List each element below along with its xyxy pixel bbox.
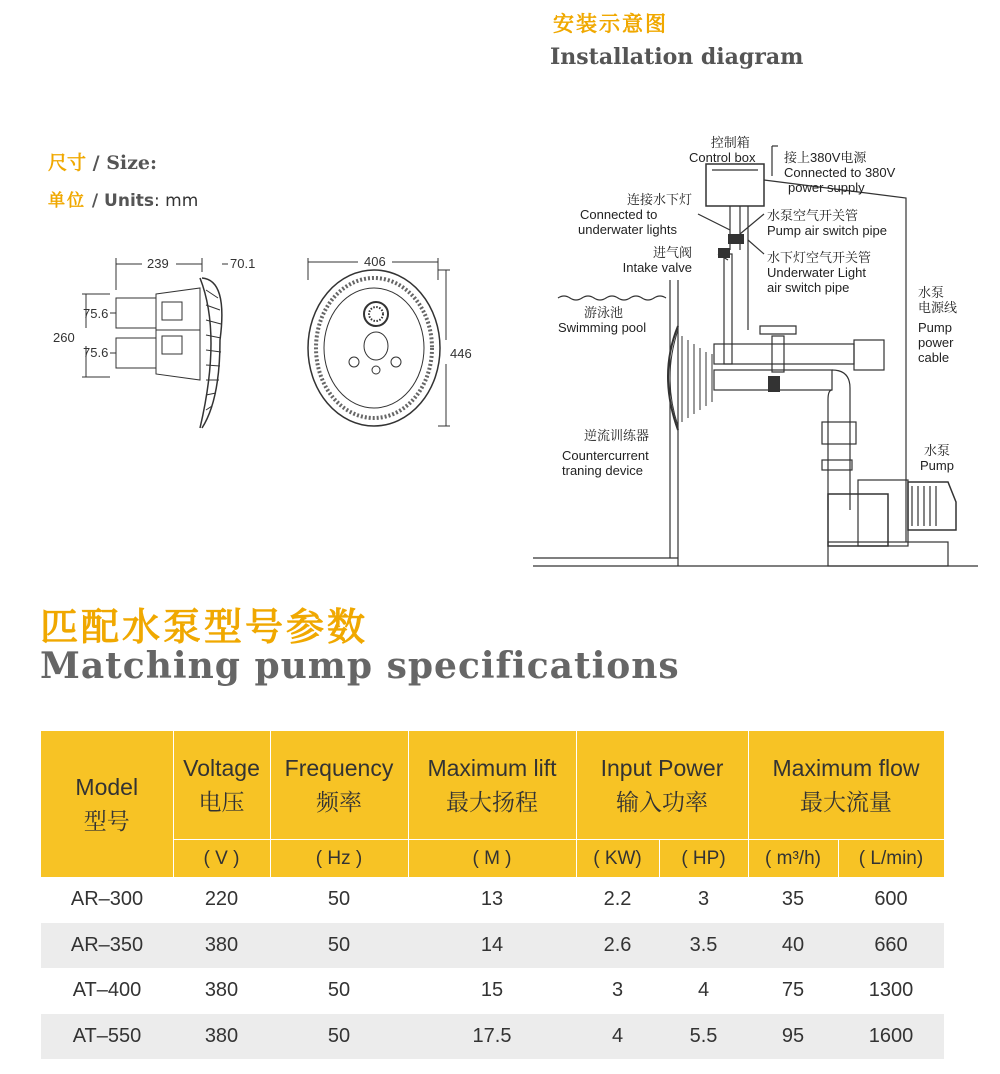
header-voltage [173, 731, 270, 840]
units-label-cn: 单位 [48, 191, 86, 211]
header-input-power [576, 731, 748, 840]
header-model-cn: 型号 [83, 808, 130, 834]
cell-voltage: 380 [204, 979, 239, 1002]
units-line: 单位 / Units: mm [48, 191, 199, 211]
cell-kw: 4 [576, 1014, 659, 1060]
cell-hp: 4 [697, 979, 710, 1002]
cell-max-lift: 14 [408, 923, 576, 969]
unit-m3h: ( m³/h) [748, 840, 838, 878]
header-max-flow-cn: 最大流量 [800, 789, 892, 815]
header-model [41, 731, 173, 877]
label-underwater-lights-cn: 连接水下灯 [626, 192, 692, 207]
label-pump-cable-en1: Pump [918, 320, 952, 335]
units-value: : mm [154, 191, 199, 211]
side-view-drawing [50, 250, 260, 435]
label-pump [920, 443, 954, 473]
size-heading-cn: 尺寸 [48, 152, 87, 174]
cell-model: AR–350 [41, 923, 173, 969]
header-max-lift-cn: 最大扬程 [446, 789, 538, 815]
cell-frequency: 50 [270, 923, 408, 969]
label-power-supply-en1: Connected to 380V [784, 165, 896, 180]
cell-voltage: 380 [173, 923, 270, 969]
unit-hz: ( Hz ) [270, 840, 408, 878]
label-countercurrent-en2: traning device [562, 463, 643, 478]
cell-kw: 2.6 [576, 923, 659, 969]
label-pump-cable-cn2: 电源线 [918, 300, 958, 315]
label-pump-cable-en2: power [918, 335, 954, 350]
header-voltage-cn: 电压 [198, 789, 245, 815]
label-countercurrent-en1: Countercurrent [562, 448, 649, 463]
unit-volts: ( V ) [173, 840, 270, 878]
cell-m3h: 75 [781, 979, 805, 1002]
cell-kw: 3 [611, 979, 624, 1002]
cell-frequency: 50 [327, 888, 351, 911]
label-power-supply [784, 150, 895, 195]
unit-meters: ( M ) [408, 840, 576, 878]
cell-lmin: 1600 [838, 1014, 944, 1060]
label-swimming-pool [558, 305, 646, 335]
size-heading-en: Size: [106, 152, 158, 174]
label-countercurrent [562, 428, 649, 478]
cell-kw: 2.2 [603, 888, 632, 911]
table-row [41, 923, 944, 969]
label-countercurrent-cn: 逆流训练器 [584, 428, 650, 443]
label-control-box-en: Control box [689, 150, 756, 165]
pump-spec-title-cn: 匹配水泵型号参数 [40, 605, 369, 649]
table-row [41, 968, 944, 1014]
header-frequency-cn: 频率 [316, 789, 362, 815]
header-voltage-en: Voltage [183, 755, 260, 781]
label-underwater-lights-en2: underwater lights [578, 222, 677, 237]
cell-m3h: 40 [748, 923, 838, 969]
table-row [41, 877, 944, 923]
label-pump-cable [918, 285, 957, 365]
installation-title-en: Installation diagram [550, 44, 804, 70]
label-pump-cable-cn1: 水泵 [918, 285, 945, 300]
dim-239: 239 [147, 256, 169, 271]
front-view-drawing [300, 250, 490, 435]
unit-kw: ( KW) [576, 840, 659, 878]
cell-voltage: 380 [173, 1014, 270, 1060]
label-power-supply-en2: power supply [788, 180, 865, 195]
header-input-power-cn: 输入功率 [616, 789, 708, 815]
label-swimming-pool-en: Swimming pool [558, 320, 647, 335]
dim-70-1: 70.1 [230, 256, 256, 271]
header-max-lift [408, 731, 576, 840]
header-input-power-en: Input Power [600, 755, 724, 781]
table-units-row [41, 840, 944, 878]
label-swimming-pool-cn: 游泳池 [584, 305, 624, 320]
label-power-supply-cn: 接上380V电源 [784, 150, 867, 165]
label-pump-switch [767, 208, 887, 238]
size-heading [48, 148, 157, 175]
unit-hp: ( HP) [659, 840, 748, 878]
label-control-box-cn: 控制箱 [710, 135, 750, 150]
label-light-switch [767, 250, 871, 295]
header-max-lift-en: Maximum lift [427, 755, 557, 781]
cell-lmin: 1300 [868, 979, 914, 1002]
cell-frequency: 50 [327, 979, 351, 1002]
label-intake-valve-en: Intake valve [622, 260, 692, 275]
label-underwater-lights [578, 192, 692, 237]
cell-hp: 5.5 [659, 1014, 748, 1060]
cell-max-lift: 17.5 [408, 1014, 576, 1060]
dim-260: 260 [53, 330, 75, 345]
unit-lmin: ( L/min) [838, 840, 944, 878]
cell-model: AR–300 [70, 888, 144, 911]
cell-model: AT–550 [41, 1014, 173, 1060]
cell-max-lift: 13 [480, 888, 504, 911]
size-heading-separator: / [86, 152, 107, 174]
label-control-box [689, 135, 756, 165]
installation-title-cn: 安装示意图 [553, 12, 668, 36]
cell-model: AT–400 [72, 979, 142, 1002]
label-pump-switch-cn: 水泵空气开关管 [767, 208, 859, 223]
units-label-en: Units [104, 191, 155, 211]
label-pump-cn: 水泵 [924, 443, 951, 458]
table-header-row [41, 731, 944, 840]
label-light-switch-en1: Underwater Light [767, 265, 866, 280]
label-pump-cable-en3: cable [918, 350, 950, 365]
table-row [41, 1014, 944, 1060]
dim-406: 406 [364, 254, 386, 269]
cell-voltage: 220 [204, 888, 239, 911]
header-max-flow-en: Maximum flow [772, 755, 920, 781]
label-intake-valve [612, 245, 692, 275]
header-model-en: Model [75, 774, 139, 800]
pump-spec-table [41, 731, 945, 1059]
cell-hp: 3 [697, 888, 710, 911]
dim-75-6-top: 75.6 [83, 306, 109, 321]
cell-frequency: 50 [270, 1014, 408, 1060]
label-pump-switch-en: Pump air switch pipe [767, 223, 887, 238]
cell-lmin: 600 [874, 888, 908, 911]
cell-lmin: 660 [838, 923, 944, 969]
cell-max-lift: 15 [480, 979, 504, 1002]
label-pump-en: Pump [920, 458, 954, 473]
label-light-switch-cn: 水下灯空气开关管 [767, 250, 872, 265]
dim-446: 446 [450, 346, 472, 361]
dim-75-6-bottom: 75.6 [83, 345, 109, 360]
label-intake-valve-cn: 进气阀 [652, 245, 692, 260]
header-frequency-en: Frequency [284, 755, 394, 781]
label-underwater-lights-en1: Connected to [580, 207, 658, 222]
cell-m3h: 95 [748, 1014, 838, 1060]
header-max-flow [748, 731, 944, 840]
cell-m3h: 35 [781, 888, 805, 911]
label-light-switch-en2: air switch pipe [767, 280, 850, 295]
pump-spec-title-en: Matching pump specifications [40, 645, 680, 687]
cell-hp: 3.5 [659, 923, 748, 969]
header-frequency [270, 731, 408, 840]
